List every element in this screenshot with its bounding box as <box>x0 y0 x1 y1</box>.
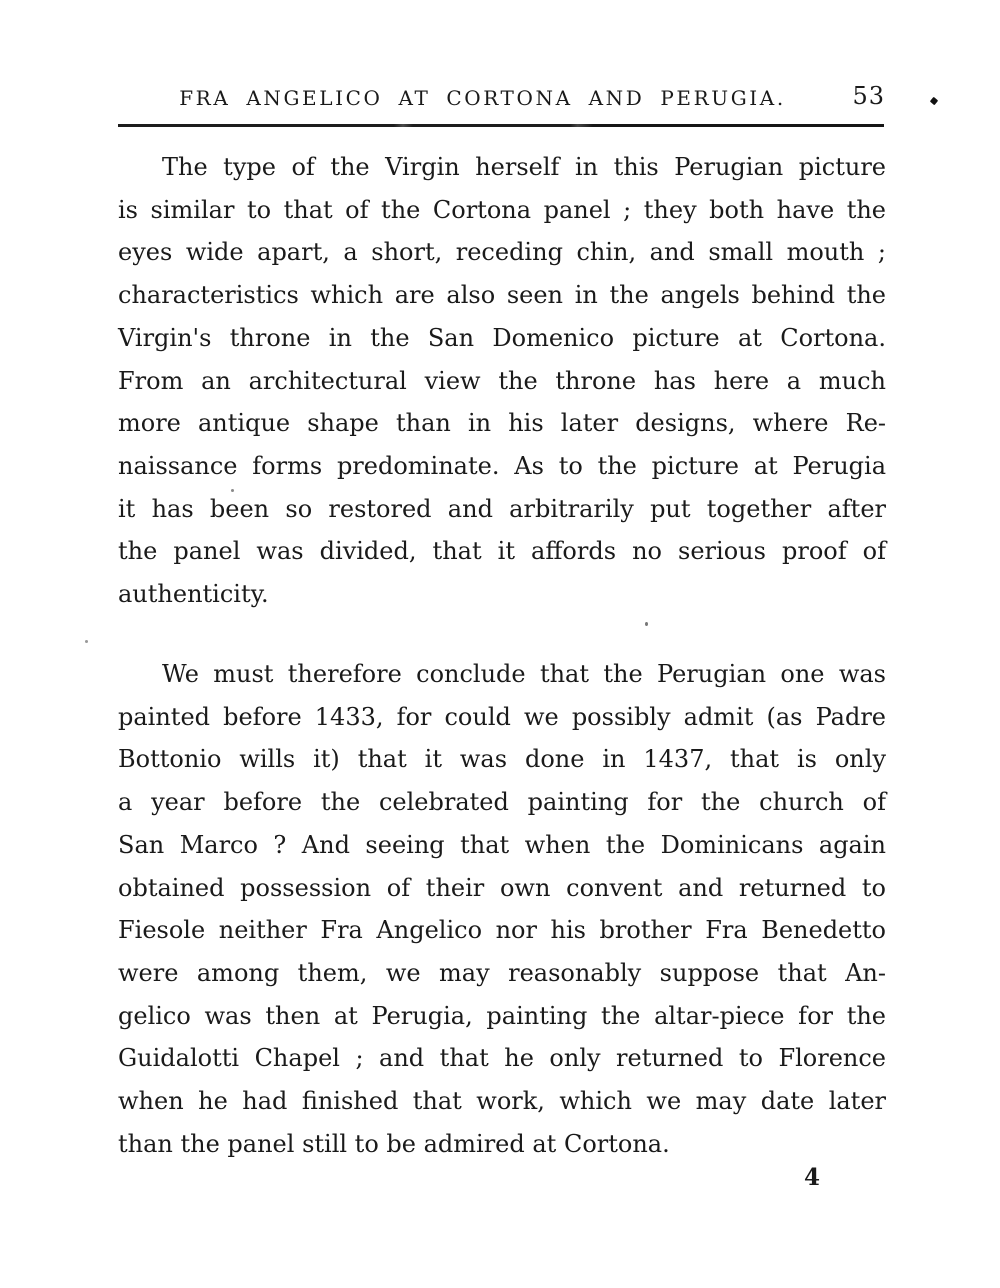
text-line: gelico was then at Perugia, painting the altar-piece for the <box>118 1001 886 1030</box>
scan-speck <box>930 97 938 105</box>
text-line: when he had finished that work, which we may date later <box>118 1087 886 1116</box>
page-header <box>120 84 885 118</box>
text-line: painted before 1433, for could we possibly admit (as Padre <box>118 702 886 731</box>
text-line: characteristics which are also seen in the angels behind the <box>118 281 886 310</box>
text-line: Bottonio wills it) that it was done in 1437, that is only <box>118 745 886 774</box>
paragraph-1 <box>118 146 886 616</box>
text-line: were among them, we may reasonably suppose that An- <box>118 958 886 987</box>
signature-mark: 4 <box>803 1164 820 1191</box>
text-line: From an architectural view the throne has here a much <box>118 366 886 395</box>
text-line: Guidalotti Chapel ; and that he only returned to Florence <box>118 1044 886 1073</box>
text-line: than the panel still to be admired at Cortona. <box>118 1129 670 1158</box>
text-line: obtained possession of their own convent and returned to <box>118 873 886 902</box>
text-line: is similar to that of the Cortona panel ; they both have the <box>118 195 886 224</box>
text-line: naissance forms predominate. As to the picture at Perugia <box>118 451 886 480</box>
paragraph-2 <box>118 653 886 1165</box>
text-line: eyes wide apart, a short, receding chin, and small mouth ; <box>118 238 886 267</box>
header-rule <box>118 124 884 127</box>
text-line: Virgin's throne in the San Domenico picture at Cortona. <box>118 323 886 352</box>
text-line: a year before the celebrated painting for the church of <box>118 788 886 817</box>
scan-speck <box>85 640 88 643</box>
text-line: it has been so restored and arbitrarily put together after <box>118 494 886 523</box>
text-line: authenticity. <box>118 580 269 609</box>
page-number: 53 <box>852 82 885 110</box>
text-line: We must therefore conclude that the Perugian one was <box>162 660 886 688</box>
text-line: the panel was divided, that it affords no serious proof of <box>118 537 886 566</box>
text-line: Fiesole neither Fra Angelico nor his brother Fra Benedetto <box>118 916 886 945</box>
running-title: FRA ANGELICO AT CORTONA AND PERUGIA. <box>179 86 786 110</box>
text-line: San Marco ? And seeing that when the Dominicans again <box>118 830 886 859</box>
scan-speck <box>645 622 648 626</box>
text-line: The type of the Virgin herself in this Perugian picture <box>162 153 886 181</box>
scan-speck <box>231 489 234 492</box>
text-line: more antique shape than in his later designs, where Re- <box>118 409 886 438</box>
